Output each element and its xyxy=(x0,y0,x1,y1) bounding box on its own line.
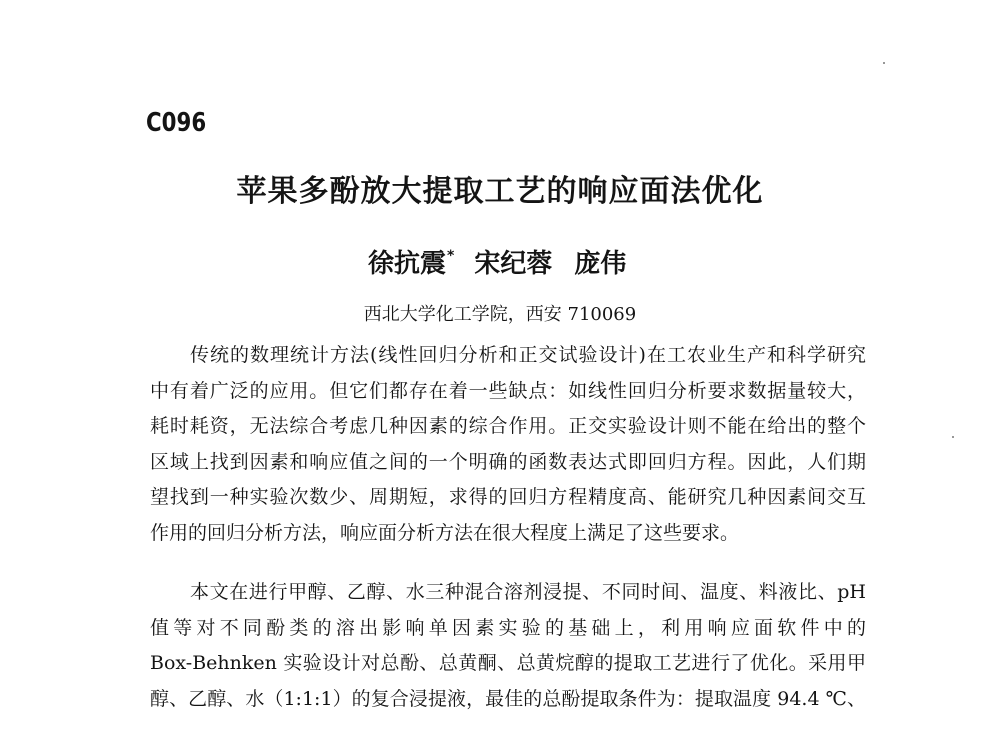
corresponding-author-mark: * xyxy=(447,248,455,264)
text-line: 醇、乙醇、水（1:1:1）的复合浸提液，最佳的总酚提取条件为：提取温度 94.4 ℃、 xyxy=(150,687,866,710)
text-line: 区域上找到因素和响应值之间的一个明确的函数表达式即回归方程。因此，人们期 xyxy=(150,450,866,473)
text-line: 值等对不同酚类的溶出影响单因素实验的基础上，利用响应面软件中的 xyxy=(150,616,866,639)
text-line: 作用的回归分析方法，响应面分析方法在很大程度上满足了这些要求。 xyxy=(150,521,740,544)
text-line: 中有着广泛的应用。但它们都存在着一些缺点：如线性回归分析要求数据量较大， xyxy=(150,379,866,402)
paper-title: 苹果多酚放大提取工艺的响应面法优化 xyxy=(236,174,764,209)
text-line: Box-Behnken 实验设计对总酚、总黄酮、总黄烷醇的提取工艺进行了优化。采用甲 xyxy=(150,652,866,674)
affiliation: 西北大学化工学院，西安 710069 xyxy=(363,304,637,325)
text-line: 耗时耗资，无法综合考虑几种因素的综合作用。正交实验设计则不能在给出的整个 xyxy=(150,415,866,437)
scan-speck xyxy=(952,436,954,438)
author-name: 庞伟 xyxy=(574,249,627,279)
paper-code: C096 xyxy=(146,108,207,138)
text-line: 传统的数理统计方法(线性回归分析和正交试验设计)在工农业生产和科学研究 xyxy=(190,344,866,366)
text-line: 本文在进行甲醇、乙醇、水三种混合溶剂浸提、不同时间、温度、料液比、pH xyxy=(190,581,866,603)
abstract-paragraph-1 xyxy=(150,338,866,551)
author-name: 宋纪蓉 xyxy=(474,249,553,279)
abstract-paragraph-2 xyxy=(150,575,866,717)
author-list xyxy=(368,243,626,280)
scan-speck xyxy=(883,62,885,64)
text-line: 望找到一种实验次数少、周期短，求得的回归方程精度高、能研究几种因素间交互 xyxy=(150,486,866,508)
author-name: 徐抗震 xyxy=(368,249,447,279)
